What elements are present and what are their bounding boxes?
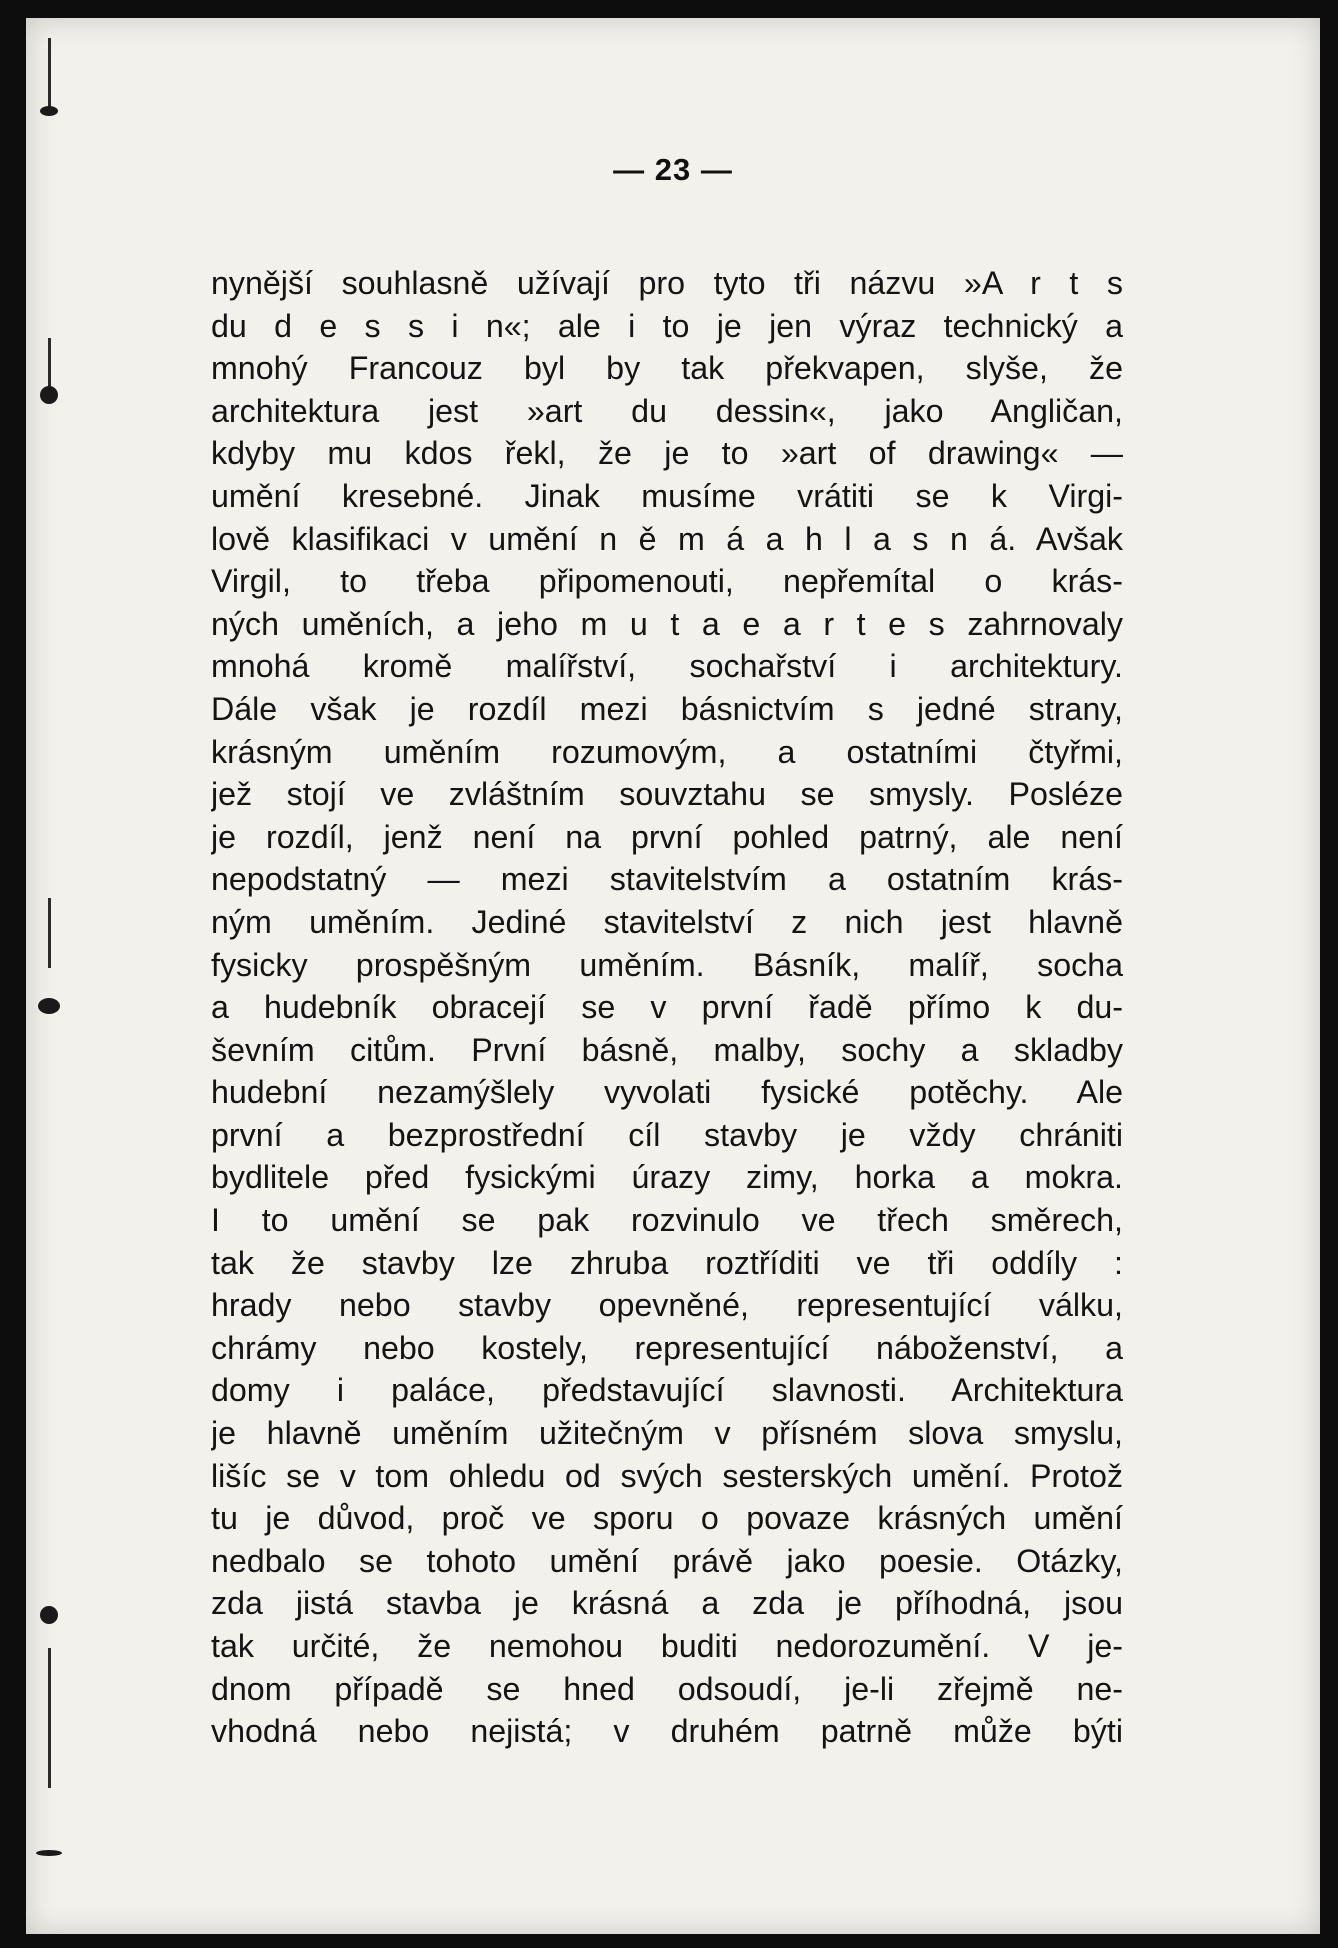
binding-speck bbox=[38, 998, 60, 1014]
text-line: lově klasifikaci v umění n ě m á a h l a s n á. Avšak bbox=[211, 520, 1123, 557]
text-line: hrady nebo stavby opevněné, representující válku, bbox=[211, 1287, 1123, 1324]
binding-speck bbox=[40, 386, 58, 404]
left-margin-rule bbox=[48, 898, 51, 968]
left-margin-rule bbox=[48, 1648, 51, 1788]
text-line: ným uměním. Jediné stavitelství z nich jest hlavně bbox=[211, 903, 1123, 940]
text-line: jež stojí ve zvláštním souvztahu se smysly. Posléze bbox=[211, 776, 1123, 813]
body-text bbox=[211, 262, 1123, 1753]
text-line: je rozdíl, jenž není na první pohled patrný, ale není bbox=[211, 818, 1123, 855]
text-line: Dále však je rozdíl mezi básnictvím s jedné strany, bbox=[211, 690, 1123, 727]
binding-speck bbox=[40, 1606, 58, 1624]
text-line: tu je důvod, proč ve sporu o povaze krásných umění bbox=[211, 1500, 1123, 1537]
binding-speck bbox=[36, 1850, 62, 1856]
text-line: mnohá kromě malířství, sochařství i architektury. bbox=[211, 648, 1123, 685]
text-line: domy i paláce, představující slavnosti. Architektura bbox=[211, 1372, 1123, 1409]
binding-speck bbox=[40, 106, 58, 116]
text-line: nynější souhlasně užívají pro tyto tři názvu »A r t s bbox=[211, 265, 1123, 301]
text-line: je hlavně uměním užitečným v přísném slova smyslu, bbox=[211, 1415, 1123, 1452]
text-line: ševním citům. První básně, malby, sochy a skladby bbox=[211, 1031, 1123, 1068]
text-line: a hudebník obracejí se v první řadě přímo k du- bbox=[211, 989, 1123, 1026]
text-line: dnom případě se hned odsoudí, je-li zřejmě ne- bbox=[211, 1670, 1123, 1707]
text-line: ných uměních, a jeho m u t a e a r t e s zahrnovaly bbox=[211, 605, 1123, 642]
left-margin-rule bbox=[48, 38, 51, 113]
text-line: tak určité, že nemohou buditi nedorozumění. V je- bbox=[211, 1628, 1123, 1664]
text-line: architektura jest »art du dessin«, jako Angličan, bbox=[211, 392, 1123, 429]
text-line: mnohý Francouz byl by tak překvapen, slyše, že bbox=[211, 350, 1123, 387]
text-line: bydlitele před fysickými úrazy zimy, horka a mokra. bbox=[211, 1159, 1123, 1196]
text-line: umění kresebné. Jinak musíme vrátiti se k Virgi- bbox=[211, 477, 1123, 514]
text-line: zda jistá stavba je krásná a zda je příhodná, jsou bbox=[211, 1585, 1123, 1622]
text-line: fysicky prospěšným uměním. Básník, malíř, socha bbox=[211, 946, 1123, 983]
text-line: hudební nezamýšlely vyvolati fysické potěchy. Ale bbox=[211, 1074, 1123, 1111]
book-page bbox=[26, 18, 1320, 1934]
text-line: první a bezprostřední cíl stavby je vždy chrániti bbox=[211, 1116, 1123, 1153]
text-line: I to umění se pak rozvinulo ve třech směrech, bbox=[211, 1202, 1123, 1239]
text-line: tak že stavby lze zhruba roztříditi ve tři oddíly : bbox=[211, 1244, 1123, 1281]
text-line: lišíc se v tom ohledu od svých sesterských umění. Protož bbox=[211, 1457, 1123, 1494]
page-number: — 23 — bbox=[613, 152, 733, 187]
text-line: vhodná nebo nejistá; v druhém patrně může býti bbox=[211, 1713, 1123, 1750]
text-line: Virgil, to třeba připomenouti, nepřemítal o krás- bbox=[211, 563, 1123, 600]
text-line: du d e s s i n«; ale i to je jen výraz technický a bbox=[211, 307, 1123, 344]
text-line: krásným uměním rozumovým, a ostatními čtyřmi, bbox=[211, 733, 1123, 770]
text-line: nedbalo se tohoto umění právě jako poesie. Otázky, bbox=[211, 1542, 1123, 1579]
text-line: nepodstatný — mezi stavitelstvím a ostatním krás- bbox=[211, 861, 1123, 898]
text-line: kdyby mu kdos řekl, že je to »art of drawing« — bbox=[211, 435, 1123, 472]
text-line: chrámy nebo kostely, representující náboženství, a bbox=[211, 1329, 1123, 1366]
